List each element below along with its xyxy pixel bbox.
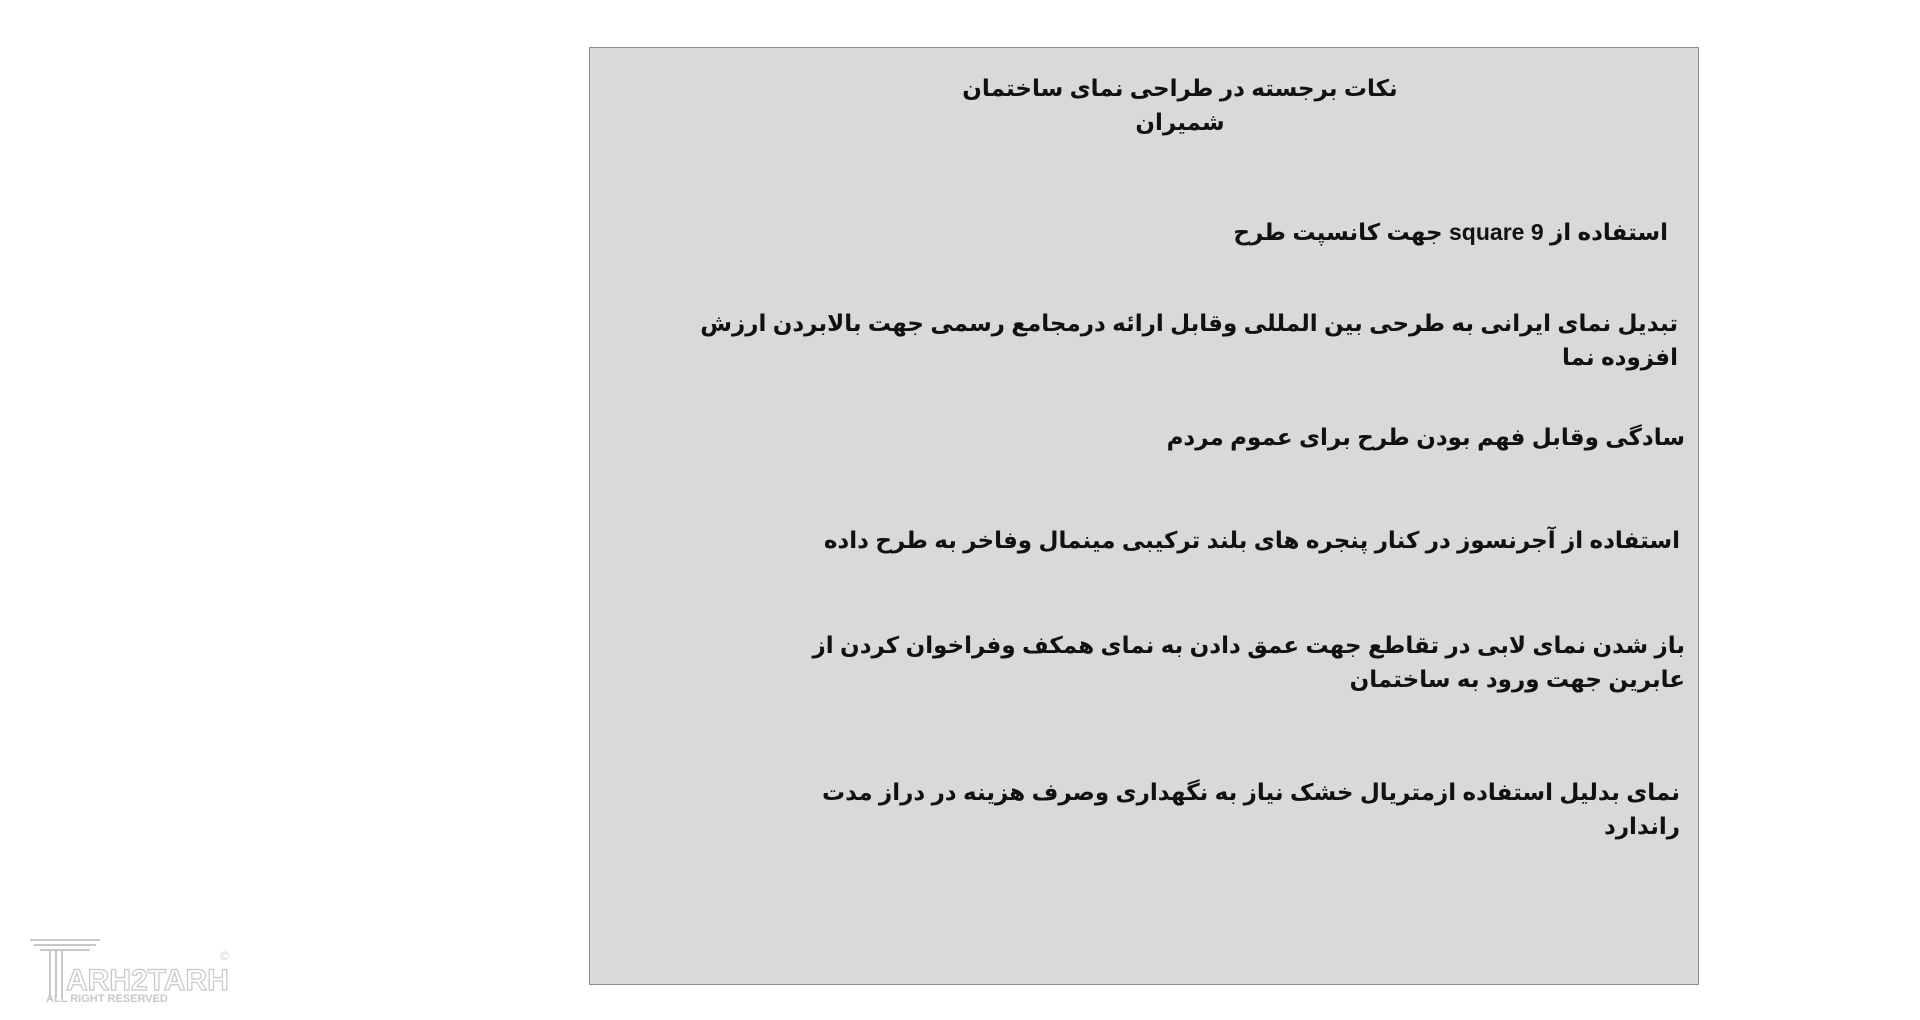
title-line-1: نکات برجسته در طراحی نمای ساختمان bbox=[962, 75, 1398, 101]
watermark-brand: ARH2TARH bbox=[66, 964, 229, 997]
copyright-symbol: © bbox=[220, 949, 229, 963]
tarh-logo-icon bbox=[30, 938, 235, 1004]
title-line-2: شمیران bbox=[1135, 109, 1225, 135]
point-brick-windows: استفاده از آجرنسوز در کنار پنجره های بلند ترکیبی مینمال وفاخر به طرح داده bbox=[823, 527, 1680, 553]
watermark-logo bbox=[30, 938, 235, 1004]
slide-title bbox=[960, 71, 1400, 139]
point-lobby-opening: باز شدن نمای لابی در تقاطع جهت عمق دادن به نمای همکف وفراخوان کردن از عابرین جهت ورود به ساختمان bbox=[812, 632, 1685, 692]
point-simplicity: سادگی وقابل فهم بودن طرح برای عموم مردم bbox=[1166, 424, 1685, 450]
watermark-tagline: ALL RIGHT RESERVED bbox=[46, 993, 168, 1004]
content-panel bbox=[589, 47, 1699, 985]
point-concept: استفاده از square 9 جهت کانسپت طرح bbox=[1233, 219, 1668, 245]
point-international-design: تبدیل نمای ایرانی به طرحی بین المللی وقابل ارائه درمجامع رسمی جهت بالابردن ارزش افزوده نما bbox=[700, 310, 1678, 370]
point-dry-material: نمای بدلیل استفاده ازمتریال خشک نیاز به نگهداری وصرف هزینه در دراز مدت راندارد bbox=[821, 779, 1680, 839]
